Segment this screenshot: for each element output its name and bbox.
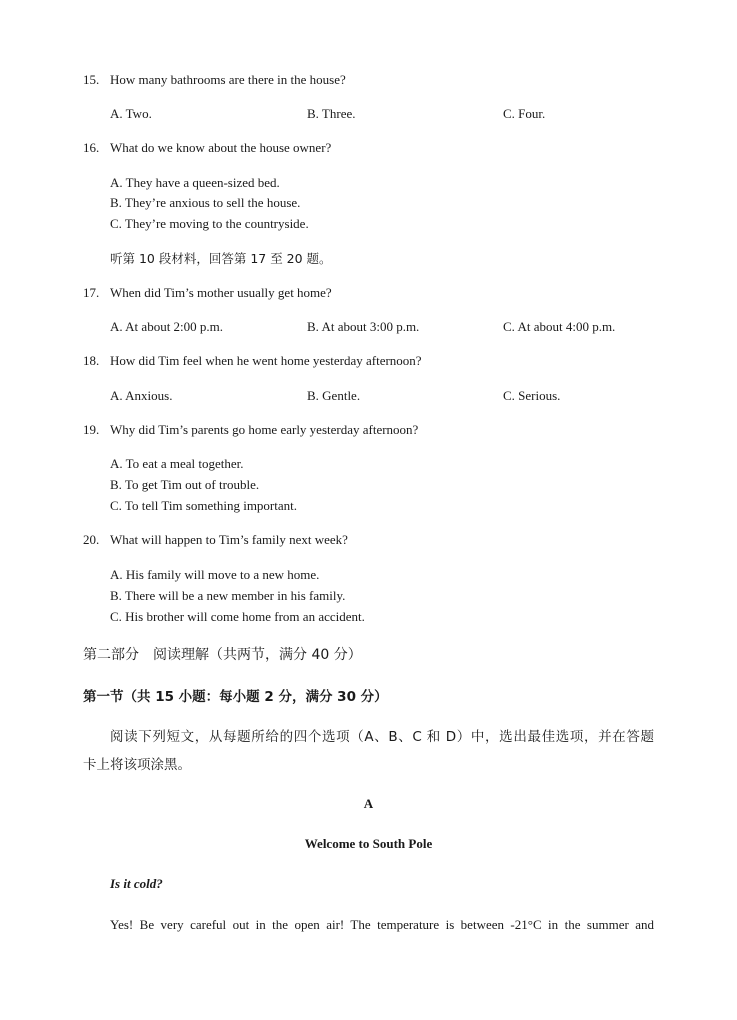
passage-title: Welcome to South Pole [304, 836, 433, 851]
option-c: C. Serious. [503, 388, 561, 403]
part-heading: 第二部分 阅读理解（共两节，满分 40 分） [83, 647, 362, 663]
question-number: 18. [83, 353, 100, 368]
option-b: B. At about 3:00 p.m. [307, 319, 420, 334]
question-text: How did Tim feel when he went home yesterday afternoon? [110, 353, 422, 368]
question-text: Why did Tim’s parents go home early yesterday afternoon? [110, 422, 419, 437]
passage-letter: A [363, 796, 374, 811]
reading-instruction-line1: 阅读下列短文，从每题所给的四个选项（A、B、C 和 D）中，选出最佳选项，并在答题 [110, 729, 654, 745]
option-a: A. To eat a meal together. [110, 456, 244, 471]
option-b: B. They’re anxious to sell the house. [110, 195, 301, 210]
option-b: B. There will be a new member in his family. [110, 588, 346, 603]
question-number: 15. [83, 72, 100, 87]
listening-instruction: 听第 10 段材料，回答第 17 至 20 题。 [110, 251, 332, 266]
option-c: C. To tell Tim something important. [110, 498, 298, 513]
question-text: What do we know about the house owner? [110, 140, 332, 155]
question-number: 16. [83, 140, 100, 155]
option-b: B. Three. [307, 106, 356, 121]
option-a: A. Two. [110, 106, 152, 121]
question-number: 17. [83, 285, 100, 300]
question-number: 20. [83, 532, 100, 547]
option-b: B. Gentle. [307, 388, 361, 403]
option-c: C. At about 4:00 p.m. [503, 319, 616, 334]
option-a: A. At about 2:00 p.m. [110, 319, 224, 334]
option-a: A. Anxious. [110, 388, 173, 403]
question-number: 19. [83, 422, 100, 437]
passage-paragraph: Yes! Be very careful out in the open air! The temperature is between -21°C in the summer and [110, 917, 654, 932]
question-text: How many bathrooms are there in the house? [110, 72, 346, 87]
option-a: A. His family will move to a new home. [110, 567, 320, 582]
reading-instruction-line2: 卡上将该项涂黑。 [83, 757, 191, 773]
section-heading: 第一节（共 15 小题：每小题 2 分，满分 30 分） [83, 689, 388, 705]
option-c: C. Four. [503, 106, 546, 121]
passage-subheading: Is it cold? [110, 876, 163, 891]
option-c: C. His brother will come home from an accident. [110, 609, 365, 624]
option-b: B. To get Tim out of trouble. [110, 477, 260, 492]
question-text: When did Tim’s mother usually get home? [110, 285, 332, 300]
option-a: A. They have a queen-sized bed. [110, 175, 280, 190]
question-text: What will happen to Tim’s family next week? [110, 532, 348, 547]
option-c: C. They’re moving to the countryside. [110, 216, 309, 231]
